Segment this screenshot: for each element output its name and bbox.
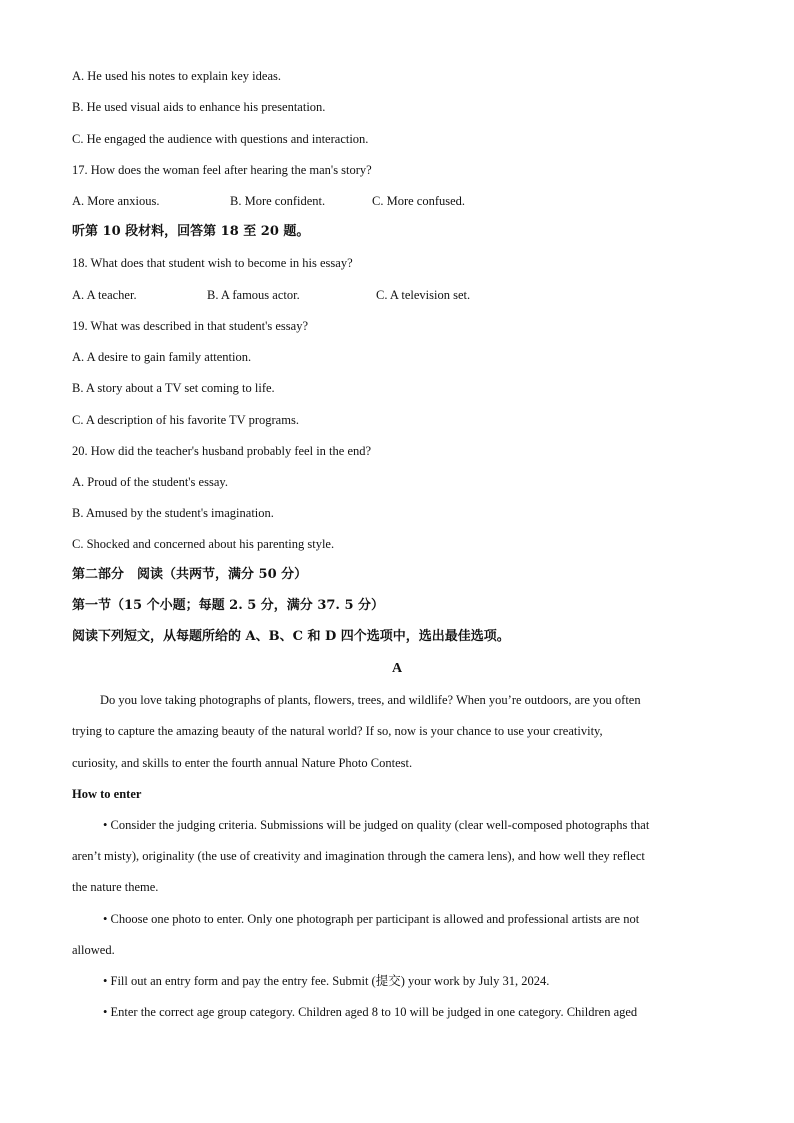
bullet-line: allowed. (72, 943, 115, 957)
q16-option-a: A. He used his notes to explain key ideas. (72, 69, 281, 83)
q19-question: 19. What was described in that student's essay? (72, 319, 308, 333)
bullet-line: • Choose one photo to enter. Only one photograph per participant is allowed and professional artists are not (103, 912, 640, 926)
q19-option-a: A. A desire to gain family attention. (72, 350, 252, 364)
section-10-heading: 听第 10 段材料，回答第 18 至 20 题。 (72, 224, 310, 239)
section-1-heading: 第一节（15 个小题；每题 2. 5 分，满分 37. 5 分） (72, 598, 385, 613)
bullet-line: aren’t misty), originality (the use of creativity and imagination through the camera lens), and how well they reflect (72, 849, 645, 863)
q16-option-b: B. He used visual aids to enhance his presentation. (72, 100, 326, 114)
how-to-enter-heading: How to enter (72, 787, 142, 801)
q20-option-b: B. Amused by the student's imagination. (72, 506, 274, 520)
intro-line: Do you love taking photographs of plants, flowers, trees, and wildlife? When you’re outdoors, are you often (100, 693, 641, 707)
q20-question: 20. How did the teacher's husband probably feel in the end? (72, 444, 372, 458)
q19-option-c: C. A description of his favorite TV programs. (72, 413, 299, 427)
intro-line: curiosity, and skills to enter the fourth annual Nature Photo Contest. (72, 756, 413, 770)
part-2-heading: 第二部分 阅读（共两节，满分 50 分） (72, 567, 308, 582)
bullet-line: • Enter the correct age group category. Children aged 8 to 10 will be judged in one category. Children aged (103, 1005, 638, 1019)
bullet-line: the nature theme. (72, 880, 159, 894)
passage-letter: A (391, 661, 403, 676)
q17-option-a: A. More anxious. (72, 194, 160, 208)
q18-option-a: A. A teacher. (72, 288, 137, 302)
q19-option-b: B. A story about a TV set coming to life. (72, 381, 275, 395)
q17-question: 17. How does the woman feel after hearing the man's story? (72, 163, 372, 177)
reading-instruction: 阅读下列短文，从每题所给的 A、B、C 和 D 四个选项中，选出最佳选项。 (72, 629, 510, 644)
q18-option-b: B. A famous actor. (207, 288, 300, 302)
bullet-line: • Fill out an entry form and pay the entry fee. Submit (提交) your work by July 31, 2024. (103, 974, 550, 988)
intro-line: trying to capture the amazing beauty of the natural world? If so, now is your chance to use your creativity, (72, 724, 603, 738)
q17-option-c: C. More confused. (372, 194, 466, 208)
bullet-line: • Consider the judging criteria. Submissions will be judged on quality (clear well-composed photographs that (103, 818, 650, 832)
q20-option-c: C. Shocked and concerned about his parenting style. (72, 537, 335, 551)
q18-option-c: C. A television set. (376, 288, 471, 302)
q16-option-c: C. He engaged the audience with questions and interaction. (72, 132, 369, 146)
q18-question: 18. What does that student wish to become in his essay? (72, 256, 353, 270)
q20-option-a: A. Proud of the student's essay. (72, 475, 228, 489)
q17-option-b: B. More confident. (230, 194, 326, 208)
